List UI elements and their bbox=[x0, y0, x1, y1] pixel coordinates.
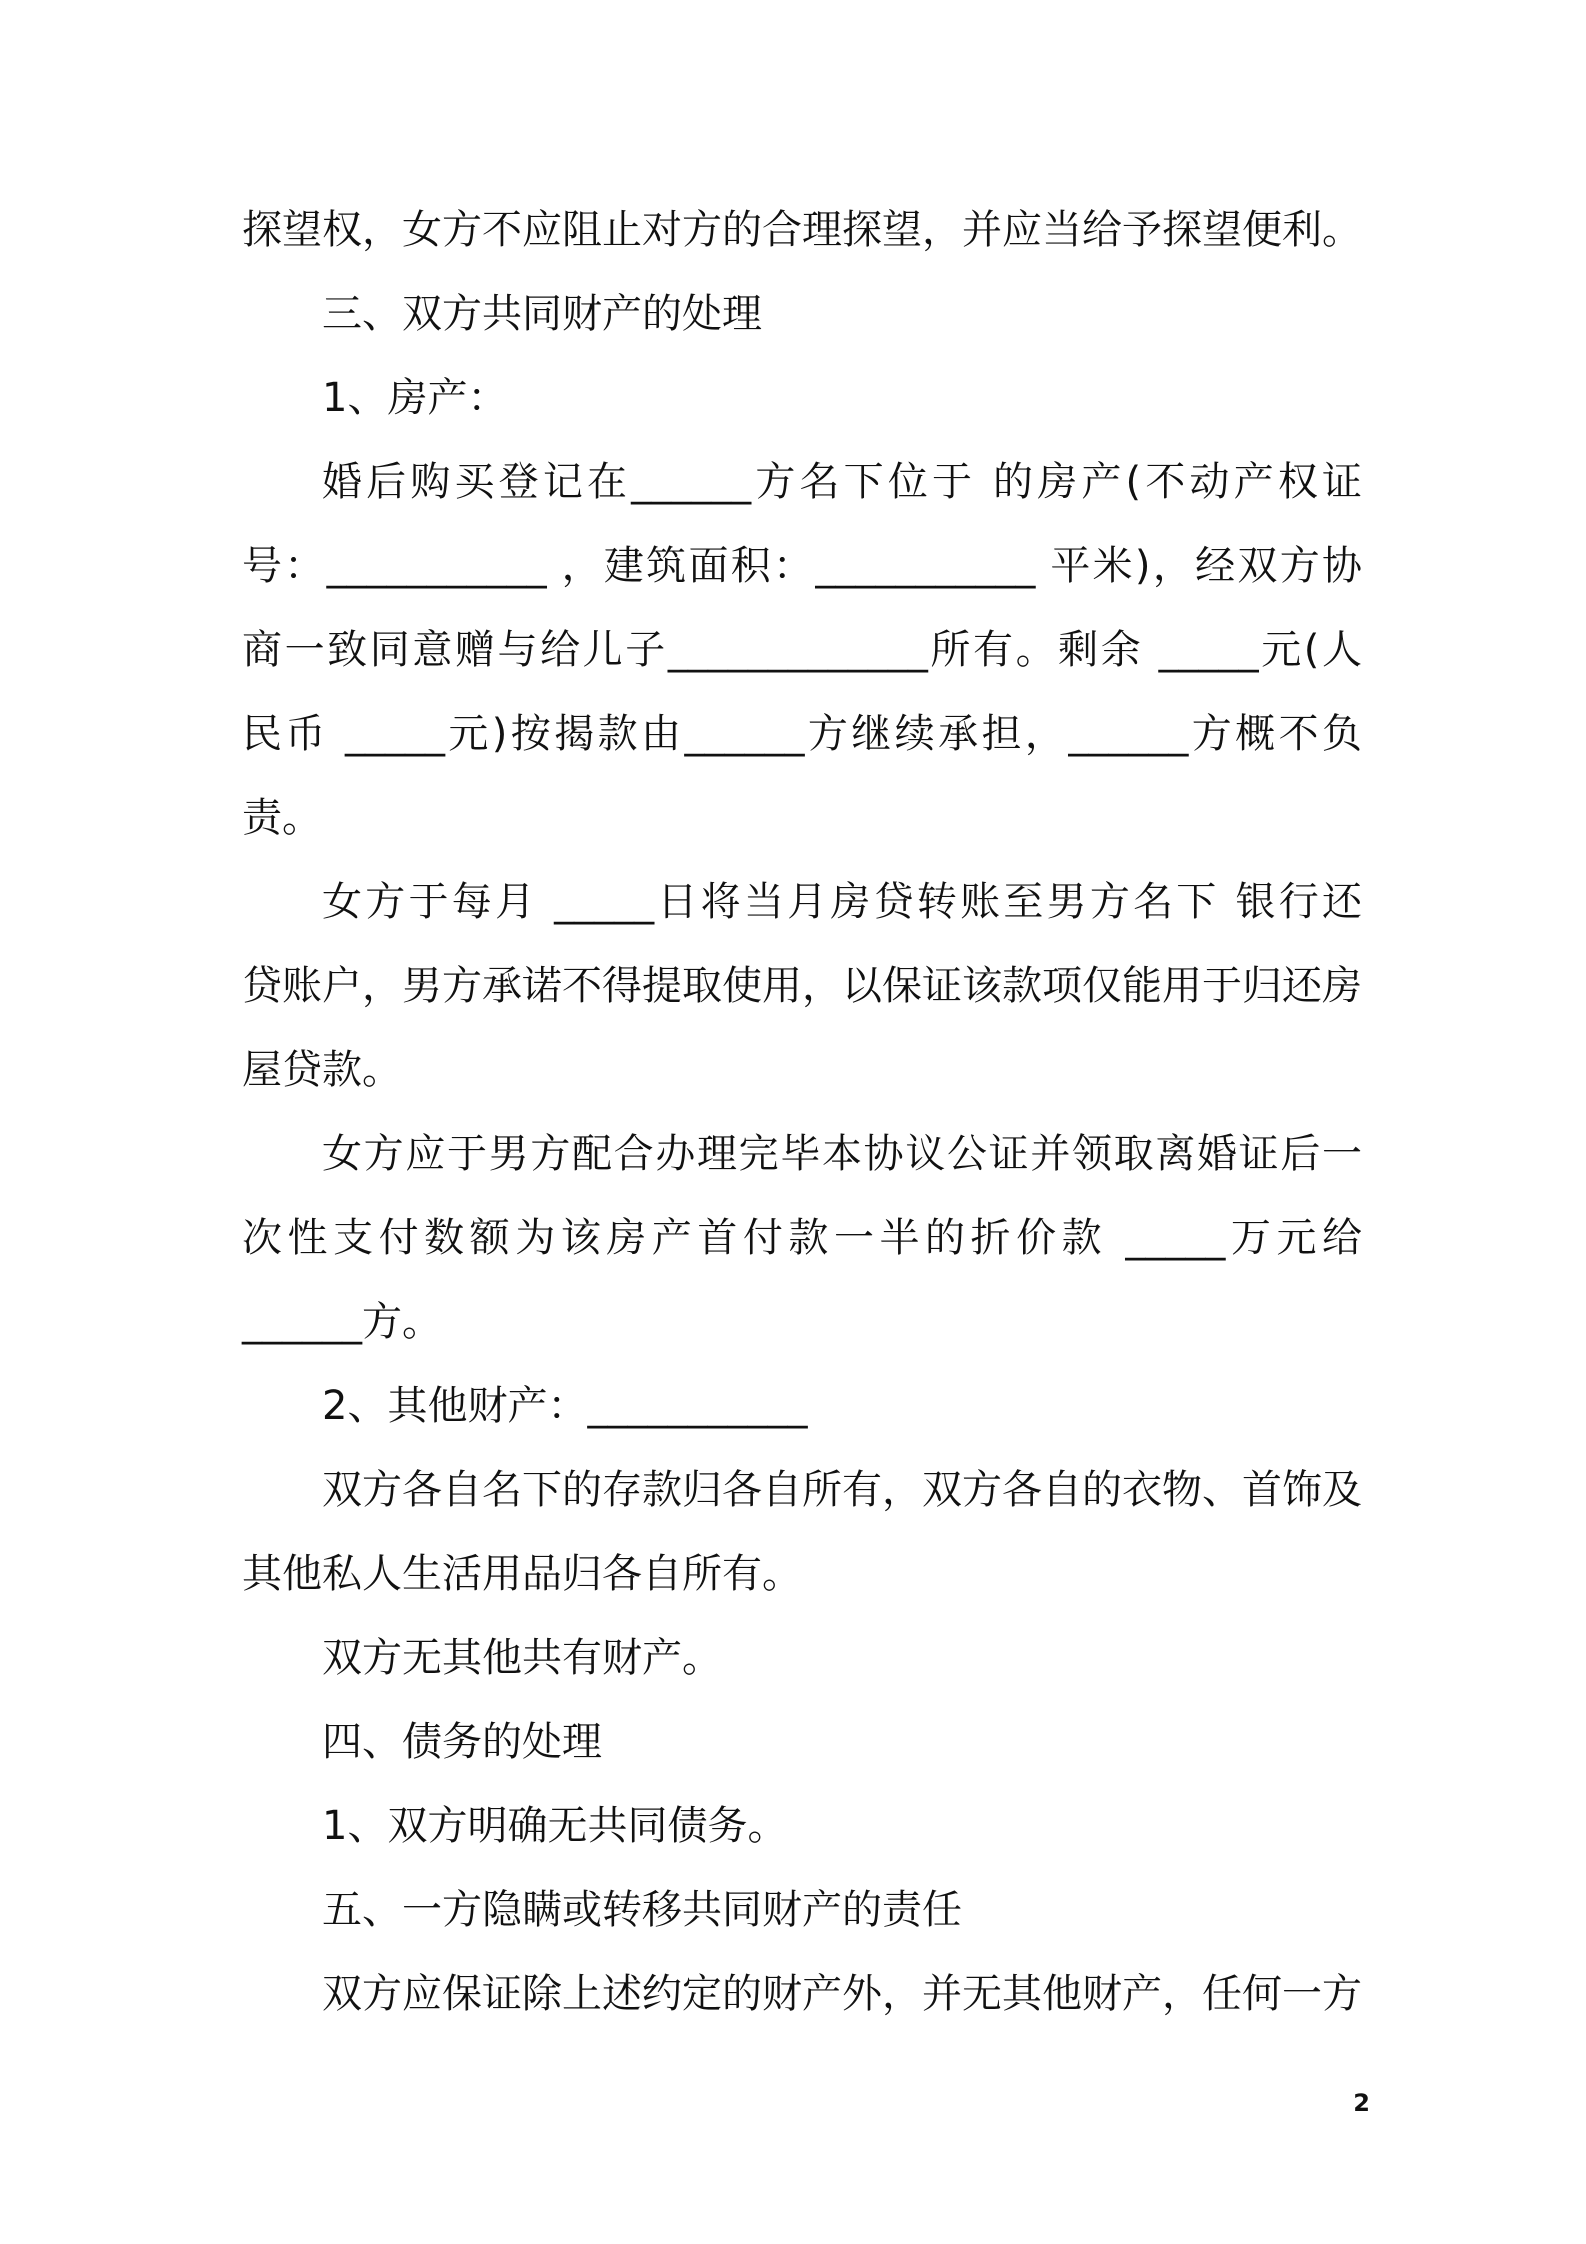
text-line: 其他私人生活用品归各自所有。 bbox=[242, 1551, 802, 1597]
text-line: 双方各自名下的存款归各自所有，双方各自的衣物、首饰及 bbox=[322, 1467, 1362, 1513]
text-line: 责。 bbox=[242, 795, 322, 841]
subsection-heading: 2、其他财产：___________ bbox=[322, 1383, 808, 1429]
section-heading: 五、一方隐瞒或转移共同财产的责任 bbox=[322, 1887, 962, 1933]
text-line: 次性支付数额为该房产首付款一半的折价款 _____万元给 bbox=[242, 1215, 1362, 1261]
text-line: 探望权，女方不应阻止对方的合理探望，并应当给予探望便利。 bbox=[242, 207, 1362, 253]
text-line: 女方于每月 _____日将当月房贷转账至男方名下 银行还 bbox=[322, 879, 1362, 925]
text-line: 号：___________ ，建筑面积：___________ 平米)，经双方协 bbox=[242, 543, 1362, 589]
text-line: 屋贷款。 bbox=[242, 1047, 402, 1093]
subsection-heading: 1、房产： bbox=[322, 375, 508, 421]
text-line: 民币 _____元)按揭款由______方继续承担，______方概不负 bbox=[242, 711, 1362, 757]
page-number: 2 bbox=[1353, 2089, 1370, 2117]
text-line: ______方。 bbox=[242, 1299, 442, 1345]
section-heading: 四、债务的处理 bbox=[322, 1719, 602, 1765]
section-heading: 三、双方共同财产的处理 bbox=[322, 291, 762, 337]
text-line: 女方应于男方配合办理完毕本协议公证并领取离婚证后一 bbox=[322, 1131, 1362, 1177]
text-line: 1、双方明确无共同债务。 bbox=[322, 1803, 788, 1849]
text-line: 贷账户，男方承诺不得提取使用，以保证该款项仅能用于归还房 bbox=[242, 963, 1362, 1009]
text-line: 双方无其他共有财产。 bbox=[322, 1635, 722, 1681]
text-line: 商一致同意赠与给儿子_____________所有。剩余 _____元(人 bbox=[242, 627, 1362, 673]
text-line: 双方应保证除上述约定的财产外，并无其他财产，任何一方 bbox=[322, 1971, 1362, 2017]
text-line: 婚后购买登记在______方名下位于 的房产(不动产权证 bbox=[322, 459, 1362, 505]
